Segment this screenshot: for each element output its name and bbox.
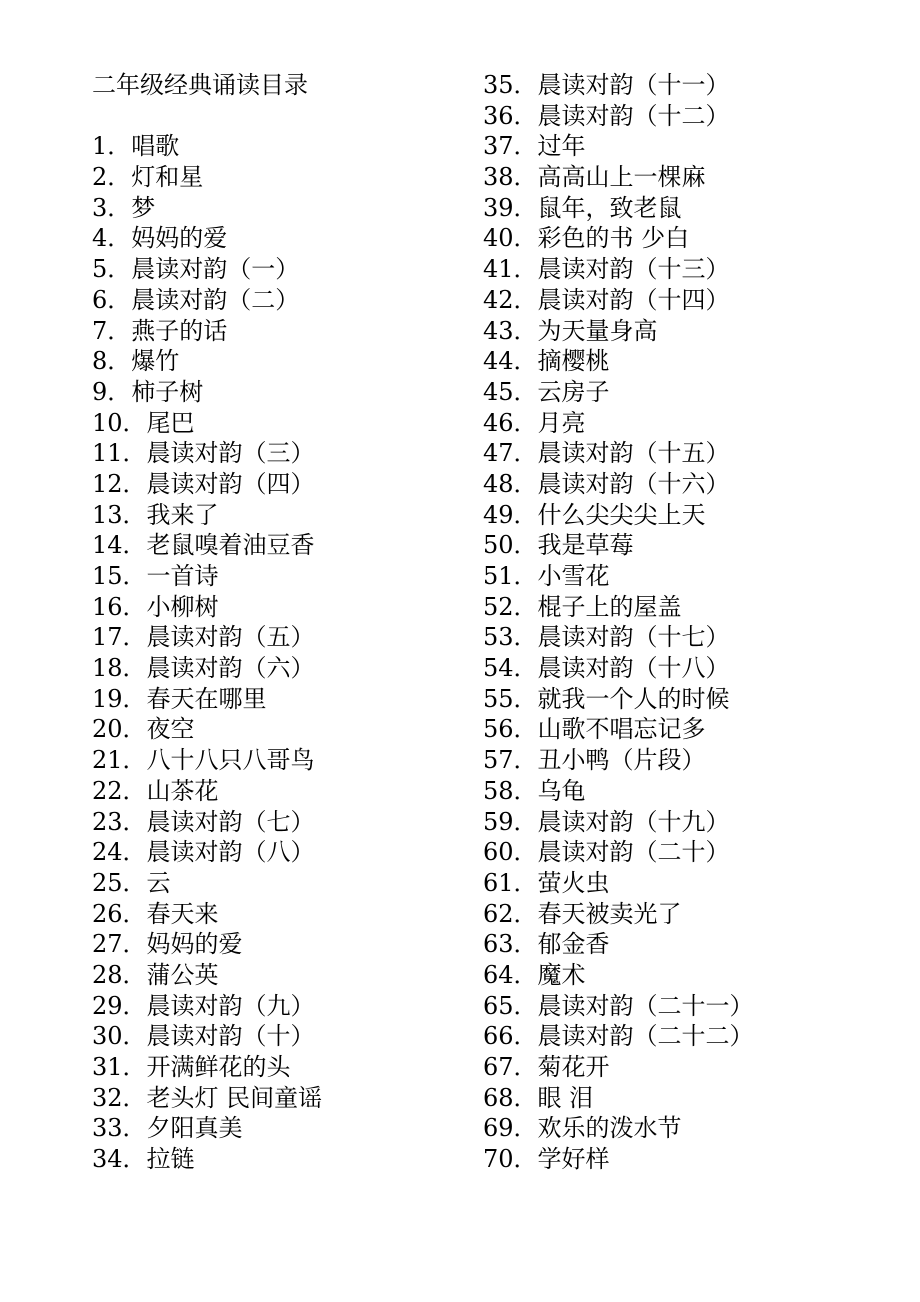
item-number: 14． — [92, 531, 147, 560]
item-number: 2． — [92, 163, 132, 192]
item-number: 46． — [483, 408, 538, 437]
item-label: 为天量身高 — [537, 316, 658, 345]
item-number: 58． — [483, 776, 538, 805]
item-number: 65． — [483, 991, 538, 1020]
item-label: 妈妈的爱 — [131, 224, 228, 253]
list-item — [92, 1021, 472, 1052]
list-item — [92, 162, 472, 193]
item-number: 23． — [92, 807, 147, 836]
item-number: 47． — [483, 439, 538, 468]
list-item — [483, 592, 883, 623]
item-number: 41． — [483, 255, 538, 284]
item-label: 尾巴 — [146, 408, 195, 437]
list-item — [92, 438, 472, 469]
list-item — [483, 131, 883, 162]
item-number: 20． — [92, 715, 147, 744]
list-item — [92, 530, 472, 561]
page-title: 二年级经典诵读目录 — [92, 71, 308, 99]
list-item — [483, 991, 883, 1022]
item-label: 魔术 — [537, 960, 586, 989]
list-item — [483, 745, 883, 776]
item-label: 山歌不唱忘记多 — [537, 715, 706, 744]
list-item — [92, 285, 472, 316]
item-label: 春天在哪里 — [146, 684, 267, 713]
item-number: 34． — [92, 1145, 147, 1174]
item-number: 44． — [483, 347, 538, 376]
item-label: 蒲公英 — [146, 960, 219, 989]
list-item — [92, 991, 472, 1022]
list-item — [92, 254, 472, 285]
item-label: 萤火虫 — [537, 868, 610, 897]
item-label: 梦 — [131, 193, 156, 222]
item-number: 26． — [92, 899, 147, 928]
list-item — [483, 254, 883, 285]
item-number: 19． — [92, 684, 147, 713]
list-item — [483, 316, 883, 347]
item-number: 29． — [92, 991, 147, 1020]
item-label: 晨读对韵（五） — [146, 623, 315, 652]
item-label: 棍子上的屋盖 — [537, 592, 682, 621]
item-number: 55． — [483, 684, 538, 713]
item-number: 30． — [92, 1022, 147, 1051]
item-number: 27． — [92, 930, 147, 959]
item-number: 7． — [92, 316, 132, 345]
item-number: 53． — [483, 623, 538, 652]
list-item — [92, 408, 472, 439]
item-label: 乌龟 — [537, 776, 586, 805]
item-label: 开满鲜花的头 — [146, 1053, 291, 1081]
item-label: 晨读对韵（十七） — [537, 623, 730, 652]
item-number: 31． — [92, 1053, 147, 1081]
item-label: 春天来 — [146, 899, 219, 928]
item-label: 晨读对韵（二十一） — [537, 991, 754, 1020]
item-number: 10． — [92, 408, 147, 437]
item-number: 32． — [92, 1083, 147, 1112]
list-item — [483, 1083, 883, 1114]
list-item — [483, 408, 883, 439]
list-item — [483, 285, 883, 316]
item-number: 52． — [483, 592, 538, 621]
list-item — [92, 837, 472, 868]
item-label: 晨读对韵（十八） — [537, 654, 730, 683]
item-number: 67． — [483, 1053, 538, 1081]
list-item — [92, 592, 472, 623]
item-label: 晨读对韵（十二） — [537, 101, 730, 130]
item-label: 晨读对韵（十九） — [537, 807, 730, 836]
item-label: 菊花开 — [537, 1053, 610, 1081]
list-item — [483, 1052, 883, 1083]
item-number: 3． — [92, 193, 132, 222]
item-label: 摘樱桃 — [537, 347, 610, 376]
list-item — [483, 530, 883, 561]
item-label: 夜空 — [146, 715, 195, 744]
item-number: 35． — [483, 71, 538, 99]
item-label: 八十八只八哥鸟 — [146, 746, 315, 775]
item-label: 小柳树 — [146, 592, 219, 621]
item-label: 燕子的话 — [131, 316, 228, 345]
item-label: 晨读对韵（二十） — [537, 838, 730, 867]
list-item — [483, 653, 883, 684]
item-label: 晨读对韵（三） — [146, 439, 315, 468]
item-number: 43． — [483, 316, 538, 345]
item-number: 40． — [483, 224, 538, 253]
item-number: 39． — [483, 193, 538, 222]
item-label: 高高山上一棵麻 — [537, 163, 706, 192]
item-number: 68． — [483, 1083, 538, 1112]
item-number: 62． — [483, 899, 538, 928]
item-number: 63． — [483, 930, 538, 959]
list-item — [483, 1144, 883, 1175]
item-label: 老头灯 民间童谣 — [146, 1083, 323, 1112]
item-number: 61． — [483, 868, 538, 897]
item-label: 老鼠嗅着油豆香 — [146, 531, 315, 560]
list-item — [483, 684, 883, 715]
item-label: 夕阳真美 — [146, 1114, 243, 1143]
list-item — [92, 622, 472, 653]
list-item — [483, 162, 883, 193]
item-number: 13． — [92, 500, 147, 529]
item-label: 我来了 — [146, 500, 219, 529]
item-number: 28． — [92, 960, 147, 989]
item-label: 一首诗 — [146, 562, 219, 590]
item-number: 38． — [483, 163, 538, 192]
item-number: 1． — [92, 132, 132, 161]
item-number: 60． — [483, 838, 538, 867]
item-number: 18． — [92, 654, 147, 683]
item-label: 妈妈的爱 — [146, 930, 243, 959]
list-item — [92, 745, 472, 776]
list-item — [92, 899, 472, 930]
item-number: 42． — [483, 285, 538, 314]
item-label: 什么尖尖尖上天 — [537, 500, 706, 529]
item-number: 8． — [92, 347, 132, 376]
list-item — [92, 1144, 472, 1175]
list-item — [483, 776, 883, 807]
item-label: 鼠年，致老鼠 — [537, 193, 682, 222]
item-number: 37． — [483, 132, 538, 161]
item-label: 爆竹 — [131, 347, 180, 376]
item-label: 郁金香 — [537, 930, 610, 959]
item-label: 晨读对韵（四） — [146, 469, 315, 498]
item-number: 69． — [483, 1114, 538, 1143]
list-item — [92, 868, 472, 899]
list-item — [483, 1021, 883, 1052]
list-item — [92, 776, 472, 807]
item-number: 50． — [483, 531, 538, 560]
item-number: 15． — [92, 562, 147, 590]
item-number: 5． — [92, 255, 132, 284]
item-label: 晨读对韵（十三） — [537, 255, 730, 284]
item-number: 25． — [92, 868, 147, 897]
list-item — [483, 929, 883, 960]
item-number: 54． — [483, 654, 538, 683]
item-label: 晨读对韵（十六） — [537, 469, 730, 498]
item-number: 48． — [483, 469, 538, 498]
list-item — [483, 561, 883, 592]
item-number: 16． — [92, 592, 147, 621]
item-label: 春天被卖光了 — [537, 899, 682, 928]
item-label: 晨读对韵（一） — [131, 255, 300, 284]
list-item — [483, 438, 883, 469]
item-label: 就我一个人的时候 — [537, 684, 730, 713]
list-item — [92, 561, 472, 592]
item-label: 唱歌 — [131, 132, 180, 161]
item-number: 59． — [483, 807, 538, 836]
list-item — [483, 193, 883, 224]
item-label: 我是草莓 — [537, 531, 634, 560]
item-number: 33． — [92, 1114, 147, 1143]
list-item — [483, 101, 883, 132]
list-item — [483, 807, 883, 838]
list-item — [92, 1113, 472, 1144]
item-label: 晨读对韵（二） — [131, 285, 300, 314]
item-number: 9． — [92, 377, 132, 406]
item-label: 晨读对韵（七） — [146, 807, 315, 836]
list-item — [92, 469, 472, 500]
list-item — [483, 500, 883, 531]
item-label: 晨读对韵（二十二） — [537, 1022, 754, 1051]
list-item — [483, 899, 883, 930]
item-number: 57． — [483, 746, 538, 775]
item-label: 眼 泪 — [537, 1083, 594, 1112]
item-number: 24． — [92, 838, 147, 867]
item-label: 晨读对韵（九） — [146, 991, 315, 1020]
item-label: 云 — [146, 868, 171, 897]
list-item — [92, 193, 472, 224]
list-item — [92, 131, 472, 162]
list-item — [483, 346, 883, 377]
list-item — [92, 1083, 472, 1114]
item-label: 欢乐的泼水节 — [537, 1114, 682, 1143]
list-item — [92, 316, 472, 347]
list-item — [92, 960, 472, 991]
list-item — [483, 714, 883, 745]
item-number: 36． — [483, 101, 538, 130]
item-label: 月亮 — [537, 408, 586, 437]
right-column — [483, 70, 883, 1175]
item-number: 4． — [92, 224, 132, 253]
item-number: 11． — [92, 439, 147, 468]
left-column — [92, 70, 472, 1175]
item-label: 晨读对韵（十一） — [537, 71, 730, 99]
item-number: 6． — [92, 285, 132, 314]
list-item — [483, 469, 883, 500]
list-item — [92, 684, 472, 715]
list-item — [483, 868, 883, 899]
list-item — [483, 1113, 883, 1144]
list-item — [483, 223, 883, 254]
item-number: 17． — [92, 623, 147, 652]
list-item — [483, 960, 883, 991]
item-label: 丑小鸭（片段） — [537, 746, 706, 775]
item-number: 64． — [483, 960, 538, 989]
item-number: 49． — [483, 500, 538, 529]
item-label: 云房子 — [537, 377, 610, 406]
item-label: 学好样 — [537, 1145, 610, 1174]
item-label: 晨读对韵（十） — [146, 1022, 315, 1051]
item-label: 晨读对韵（十四） — [537, 285, 730, 314]
list-item — [483, 70, 883, 101]
title-spacer — [92, 101, 472, 132]
item-number: 51． — [483, 562, 538, 590]
item-label: 彩色的书 少白 — [537, 224, 690, 253]
list-item — [92, 1052, 472, 1083]
item-number: 66． — [483, 1022, 538, 1051]
item-label: 小雪花 — [537, 562, 610, 590]
list-item — [92, 377, 472, 408]
item-number: 22． — [92, 776, 147, 805]
list-item — [92, 807, 472, 838]
list-item — [92, 714, 472, 745]
list-item — [483, 837, 883, 868]
item-number: 56． — [483, 715, 538, 744]
item-label: 灯和星 — [131, 163, 204, 192]
item-label: 柿子树 — [131, 377, 204, 406]
list-item — [483, 377, 883, 408]
list-item — [92, 346, 472, 377]
list-item — [92, 223, 472, 254]
left-list — [92, 131, 472, 1174]
item-label: 晨读对韵（八） — [146, 838, 315, 867]
list-item — [92, 500, 472, 531]
item-label: 拉链 — [146, 1145, 195, 1174]
item-label: 晨读对韵（十五） — [537, 439, 730, 468]
list-item — [92, 929, 472, 960]
list-item — [483, 622, 883, 653]
item-number: 45． — [483, 377, 538, 406]
item-number: 12． — [92, 469, 147, 498]
item-label: 晨读对韵（六） — [146, 654, 315, 683]
item-number: 70． — [483, 1145, 538, 1174]
item-label: 过年 — [537, 132, 586, 161]
right-list — [483, 70, 883, 1175]
list-item — [92, 653, 472, 684]
item-number: 21． — [92, 746, 147, 775]
item-label: 山茶花 — [146, 776, 219, 805]
